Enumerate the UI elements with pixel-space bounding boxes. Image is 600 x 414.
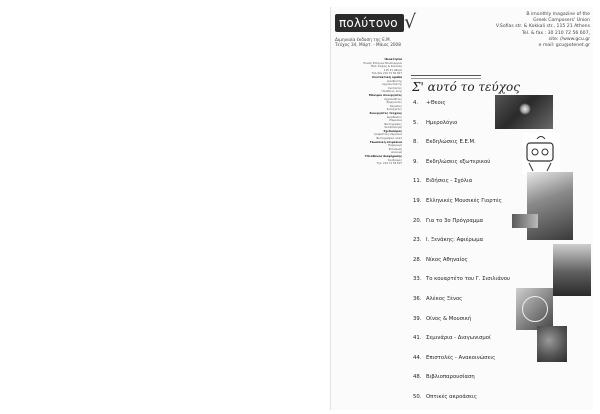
address-line: site: //www.gcu.gr — [548, 36, 590, 42]
toc-title: Ειδήσεις - Σχόλια — [426, 178, 473, 185]
toc-title: Το κουαρτέτο του Γ. Σισιλιάνου — [426, 276, 511, 283]
magazine-logo: πολύτονο — [335, 14, 404, 32]
toc-item — [413, 296, 523, 316]
toc-page-number: 23. — [413, 237, 422, 244]
toc-item — [413, 276, 523, 296]
tagline-line: Διμηνιαία έκδοση της Ε.Μ. — [335, 37, 392, 42]
credits-heading: Υπεύθυνος διαφήμισης — [364, 155, 402, 159]
toc-item — [413, 257, 523, 277]
toc-page-number: 33. — [413, 276, 422, 283]
toc-title: Αλέκος Ξένος — [426, 295, 463, 302]
toc-item — [413, 198, 523, 218]
toc-title: Βιβλιοπαρουσίαση — [426, 374, 475, 381]
toc-page-number: 8. — [413, 139, 419, 146]
credits-heading: Γλωσσική επιμέλεια — [369, 140, 402, 144]
toc-page-number: 36. — [413, 295, 422, 302]
credits-line: Γραφιστική επιμέλεια — [374, 133, 402, 137]
credits-line: Επιμέλεια — [389, 119, 402, 123]
toc-title: Εκδηλώσεις Ε.Ε.Μ. — [426, 139, 476, 146]
toc-title: Ι. Ξενάκης: Αφιέρωμα — [426, 237, 484, 244]
divider-rule — [411, 75, 481, 76]
toc-page-number: 41. — [413, 335, 422, 342]
toc-page-number: 5. — [413, 119, 419, 126]
concert-hall-photo — [495, 95, 553, 129]
toc-item — [413, 394, 523, 414]
issue-tagline — [335, 37, 401, 47]
toc-title: Ελληνικές Μουσικές Γιορτές — [426, 197, 502, 204]
toc-item — [413, 159, 523, 179]
toc-item — [413, 237, 523, 257]
credits-line: Ενωση Ελλήνων Μουσουργών — [363, 61, 402, 65]
credits-line: Εκτύπωση — [388, 147, 402, 151]
publisher-address — [470, 12, 590, 49]
toc-title: Σεμινάρια - Διαγωνισμοί — [426, 335, 491, 342]
toc-page-number: 9. — [413, 158, 419, 165]
credits-line: Διορθώσεις — [386, 115, 402, 119]
toc-page-number: 20. — [413, 217, 422, 224]
credits-line: Διευθυντής — [387, 79, 402, 83]
credits-line: Φωτογραφικό υλικό — [376, 137, 402, 141]
credits-line: Παραγωγή — [388, 144, 402, 148]
toc-item — [413, 355, 523, 375]
address-line: B imonthly magazine of the — [526, 12, 590, 17]
address-line: e mail: gcu@otenet.gr — [538, 43, 590, 49]
credits-line: Υπεύθυνος ύλης — [381, 90, 402, 94]
toc-title: Οίνος & Μουσική — [426, 315, 472, 322]
toc-page-number: 19. — [413, 197, 422, 204]
toc-title: +Θεοις — [426, 100, 446, 106]
divider-rule — [411, 78, 481, 79]
credits-line: Βασ. Σοφίας & Κόκκαλη — [371, 65, 402, 69]
toc-page-number: 4. — [413, 100, 419, 106]
toc-item — [413, 178, 523, 198]
toc-page-number: 44. — [413, 354, 422, 361]
toc-item — [413, 218, 523, 238]
street-photo — [553, 244, 591, 296]
credits-line: Τηλ./fax 210 72 56 607 — [371, 72, 402, 76]
credits-line: Τηλ. 210 72 56 607 — [376, 162, 402, 166]
credits-line: Συντάκτες — [388, 86, 402, 90]
credits-line: Διανομή — [391, 151, 402, 155]
credits-heading: Σχεδιασμός — [383, 129, 402, 133]
toc-title: Νίκος Αθηναίος — [426, 256, 468, 263]
masthead-credits — [333, 58, 402, 166]
credits-heading: Συνεργάτες τεύχους — [369, 111, 402, 115]
toc-page-number: 48. — [413, 374, 422, 381]
credits-line: Αρχισυνθέτες — [384, 97, 402, 101]
address-line: Tel. & fax : 30 210 72 56 607, — [521, 30, 590, 36]
credits-heading: Συντακτική ομάδα — [372, 75, 402, 79]
toc-title: Για το 3ο Πρόγραμμα — [426, 217, 484, 224]
abstract-photo — [537, 326, 567, 362]
credits-line: 115 21 Αθήνα — [383, 68, 402, 72]
contents-heading: Σ' αυτό το τεύχος — [412, 80, 520, 94]
toc-item — [413, 316, 523, 336]
toc-item — [413, 335, 523, 355]
address-line: V.Sofias str. & Kokkali str., 115 21 Athens — [495, 24, 590, 30]
credits-line: Συνδρομές — [388, 158, 402, 162]
cartoon-illustration — [523, 133, 560, 175]
toc-title: Επιστολές - Ανακοινώσεις — [426, 354, 496, 361]
logo-check-mark: √ — [404, 11, 417, 33]
credits-line: Φωτογραφίες — [384, 122, 402, 126]
credits-line: Συνεργάτες — [386, 108, 402, 112]
album-cover-photo — [516, 288, 553, 330]
credits-line: Ερμηνευτές — [386, 101, 402, 105]
table-of-contents — [413, 100, 523, 414]
credits-line: Αρχισυντάκτης — [382, 83, 402, 87]
credits-line: Εργασίες — [390, 104, 402, 108]
toc-title: Ημερολόγιο — [426, 119, 458, 126]
toc-title: Εκδηλώσεις εξωτερικού — [426, 158, 491, 165]
toc-page-number: 11. — [413, 178, 422, 185]
portrait-photo — [527, 172, 573, 240]
toc-title: Οπτικές ακροάσεις — [426, 393, 477, 400]
toc-page-number: 28. — [413, 256, 422, 263]
small-photo — [512, 214, 538, 228]
tagline-line: Τεύχος 34, Μάρτ. - Μάιος 2008 — [335, 42, 401, 47]
toc-item — [413, 374, 523, 394]
toc-page-number: 39. — [413, 315, 422, 322]
credits-line: Σελιδοποίηση — [384, 126, 402, 130]
address-line: Greek Composers' Union — [533, 18, 590, 24]
toc-item — [413, 139, 523, 159]
credits-heading: Ιδιοκτησία — [384, 58, 402, 61]
credits-heading: Μόνιμοι συνεργάτες — [368, 93, 402, 97]
toc-page-number: 50. — [413, 393, 422, 400]
